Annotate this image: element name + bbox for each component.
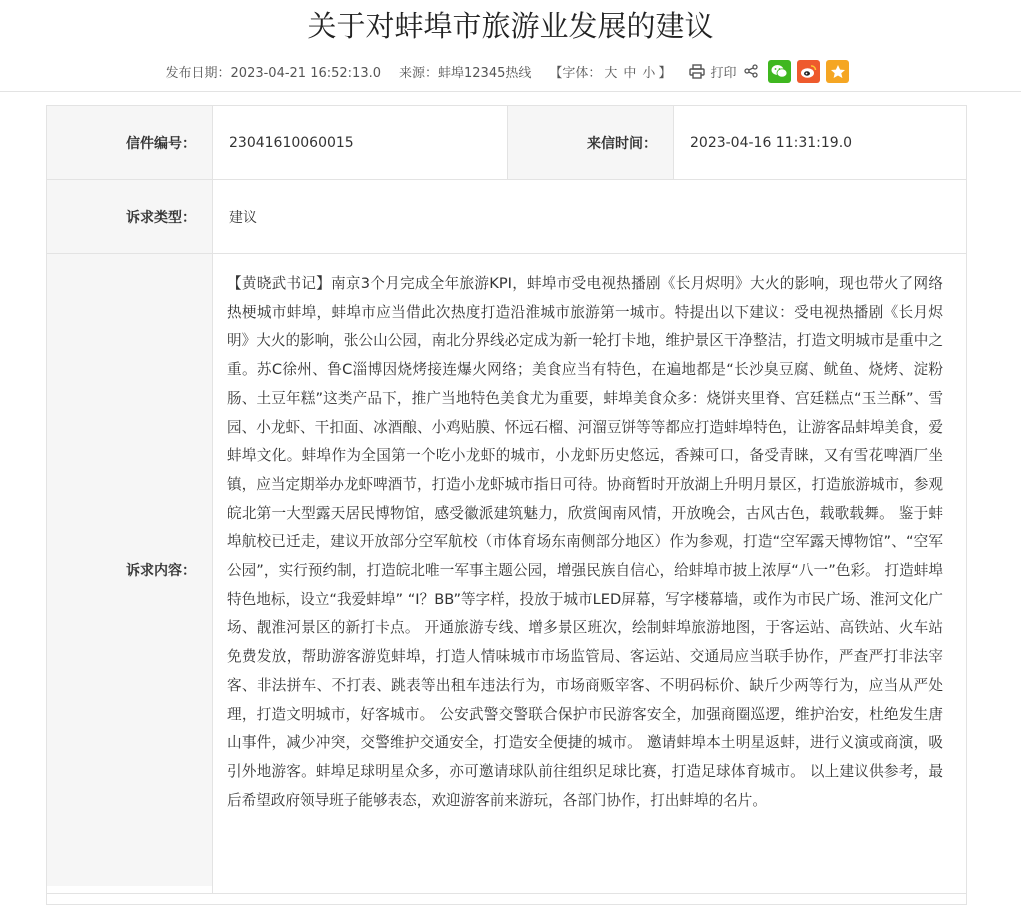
page-title: 关于对蚌埠市旅游业发展的建议: [307, 9, 714, 43]
printer-icon: [689, 64, 705, 79]
letter-detail-table: [46, 105, 967, 905]
request-content-label: 诉求内容：: [47, 254, 212, 886]
request-type-label: 诉求类型：: [47, 180, 212, 253]
wechat-icon[interactable]: [768, 60, 791, 83]
article-meta: [0, 60, 1021, 82]
row-number-time: [47, 106, 966, 180]
publish-date: 发布日期：2023-04-21 16:52:13.0: [165, 65, 382, 81]
share-icon[interactable]: [744, 64, 758, 78]
favorite-icon[interactable]: [826, 60, 849, 83]
font-size-control: [549, 62, 671, 81]
letter-time-value: 2023-04-16 11:31:19.0: [690, 134, 853, 151]
font-size-suffix: 】: [658, 65, 672, 81]
request-type-value: 建议: [229, 209, 257, 226]
print-label: 打印: [710, 65, 737, 81]
letter-number-value: 23041610060015: [229, 134, 354, 151]
divider: [212, 254, 213, 894]
letter-time-label: 来信时间：: [508, 106, 673, 179]
print-button[interactable]: [689, 62, 736, 81]
header-divider: [0, 91, 1021, 92]
letter-number-label: 信件编号：: [47, 106, 212, 179]
font-size-medium[interactable]: 中: [623, 65, 637, 81]
source: 来源：蚌埠12345热线: [399, 65, 532, 81]
request-content-value: 【黄晓武书记】南京3个月完成全年旅游KPI，蚌埠市受电视热播剧《长月烬明》大火的影响，现也带火了网络热梗城市蚌埠，蚌埠市应当借此次热度打造沿淮城市旅游第一城市。特提出以下建议：受电视热播剧《长月烬明》大火的影响，张公山公园，南北分界线必定成为新一轮打卡地，维护景区干净整洁，打造文明城市是重中之重。苏C徐州、鲁C淄博因烧烤接连爆火网络；美食应当有特色，在遍地都是“长沙臭豆腐、鱿鱼、烧烤、淀粉肠、土豆年糕”这类产品下，推广当地特色美食尤为重要，蚌埠美食众多：烧饼夹里脊、宫廷糕点“玉兰酥”、雪园、小龙虾、干扣面、冰酒酿、小鸡贴膜、怀远石榴、河溜豆饼等等都应打造蚌埠特色，让游客品蚌埠美食，爱蚌埠文化。蚌埠作为全国第一个吃小龙虾的城市，小龙虾历史悠远，香辣可口，备受青睐，又有雪花啤酒厂坐镇，应当定期举办龙虾啤酒节，打造小龙虾城市指日可待。协商暂时开放湖上升明月景区，打造旅游城市，参观皖北第一大型露天居民博物馆，感受徽派建筑魅力，欣赏闽南风情，开放晚会，古风古色，载歌载舞。 鉴于蚌埠航校已迁走，建议开放部分空军航校（市体育场东南侧部分地区）作为参观，打造“空军露天博物馆”、“空军公园”，实行预约制，打造皖北唯一军事主题公园，增强民族自信心，给蚌埠市披上浓厚“八一”色彩。 打造蚌埠特色地标，设立“我爱蚌埠” “I？BB”等字样，投放于城市LED屏幕，写字楼幕墙，或作为市民广场、淮河文化广场、靓淮河景区的新打卡点。 开通旅游专线、增多景区班次，绘制蚌埠旅游地图，于客运站、高铁站、火车站免费发放，帮助游客游览蚌埠，打造人情味城市市场监管局、客运站、交通局应当联手协作，严查严打非法宰客、非法拼车、不打表、跳表等出租车违法行为，市场商贩宰客、不明码标价、缺斤少两等行为，应当从严处理，打造文明城市，好客城市。 公安武警交警联合保护市民游客安全，加强商圈巡逻，维护治安，杜绝发生唐山事件，减少冲突，交警维护交通安全，打造安全便捷的城市。 邀请蚌埠本土明星返蚌，进行义演或商演，吸引外地游客。蚌埠足球明星众多，亦可邀请球队前往组织足球比赛，打造足球体育城市。 以上建议供参考，最后希望政府领导班子能够表态，欢迎游客前来游玩，各部门协作，打出蚌埠的名片。: [227, 275, 943, 809]
weibo-icon[interactable]: [797, 60, 820, 83]
row-content: [47, 254, 966, 894]
font-size-prefix: 【字体：: [549, 65, 602, 81]
row-type: [47, 180, 966, 254]
font-size-large[interactable]: 大: [604, 65, 618, 81]
font-size-small[interactable]: 小: [642, 65, 656, 81]
